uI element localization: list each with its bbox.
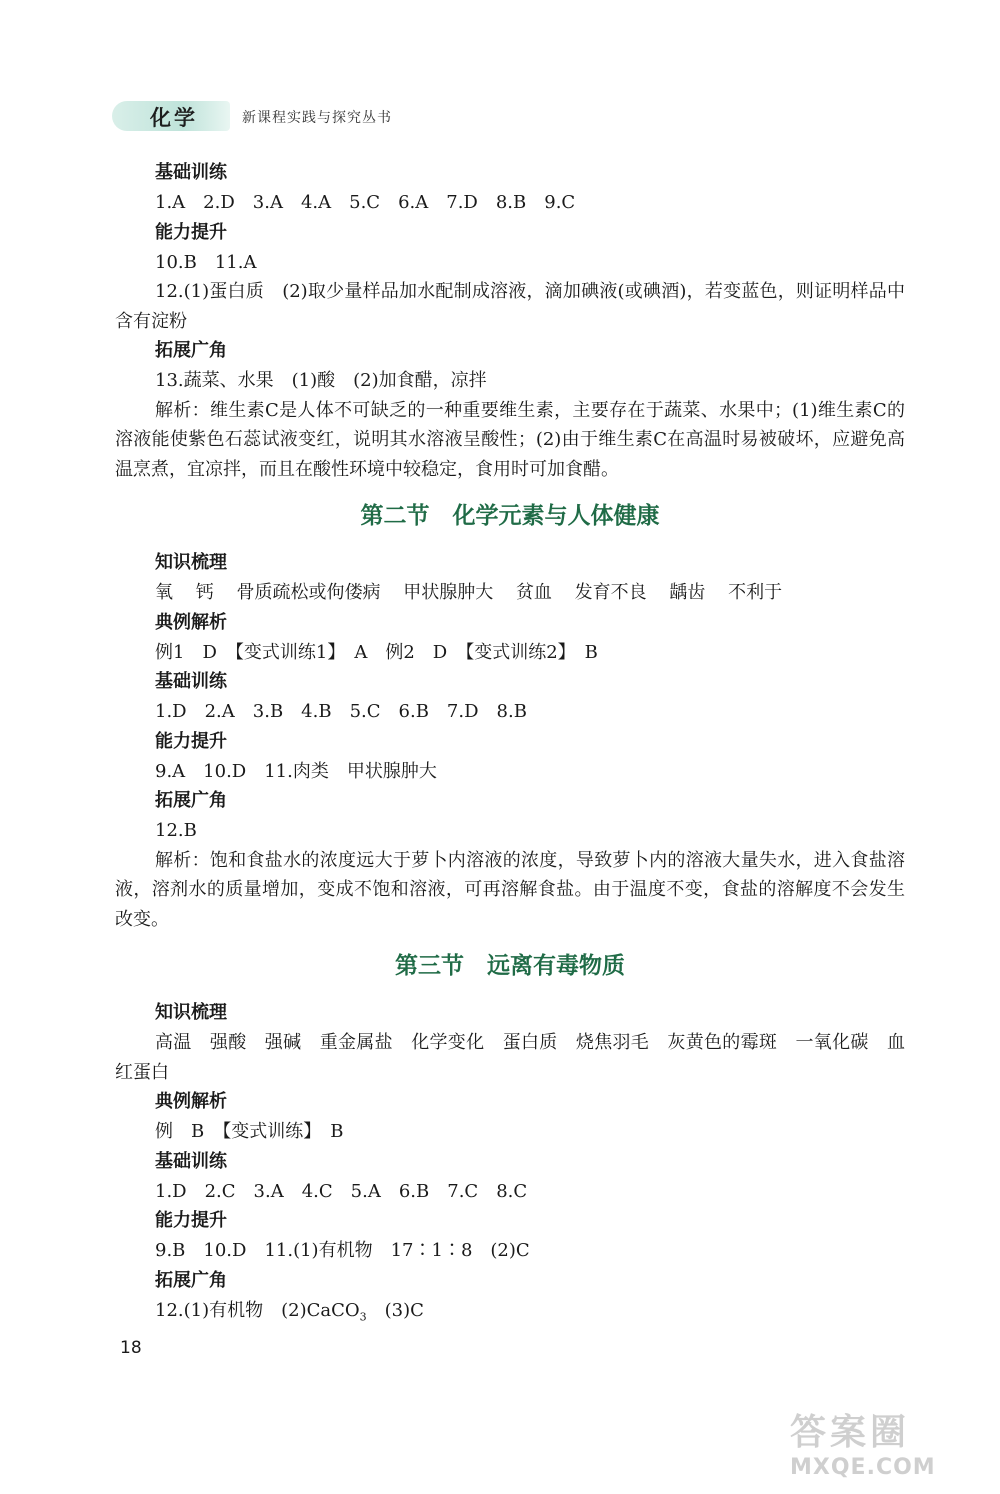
answer-q12 — [115, 1296, 905, 1332]
answer-q12-suffix: (3)C — [366, 1299, 424, 1321]
answers-nengli: 9.A 10.D 11.肉类 甲状腺肿大 — [155, 760, 437, 782]
heading-nengli: 能力提升 — [155, 730, 227, 752]
answers-jichu: 1.D 2.A 3.B 4.B 5.C 6.B 7.D 8.B — [155, 701, 527, 722]
knowledge-item: 钙 — [195, 582, 214, 603]
watermark-logo — [790, 1404, 980, 1484]
heading-nengli: 能力提升 — [155, 1210, 227, 1231]
answers-jichu: 1.A 2.D 3.A 4.A 5.C 6.A 7.D 8.B 9.C — [155, 192, 576, 213]
knowledge-item: 甲状腺肿大 — [403, 582, 494, 603]
knowledge-item: 龋齿 — [669, 582, 706, 603]
heading-tuozhan: 拓展广角 — [155, 790, 227, 811]
knowledge-item: 氧 — [155, 582, 173, 603]
series-title: 新课程实践与探究丛书 — [242, 110, 392, 126]
heading-zhishi: 知识梳理 — [155, 552, 227, 573]
watermark-top-text: 答案圈 — [790, 1412, 911, 1453]
heading-jichu: 基础训练 — [155, 1150, 227, 1172]
knowledge-text: 高温 强酸 强碱 重金属盐 化学变化 蛋白质 烧焦羽毛 灰黄色的霉斑 一氧化碳 血红蛋白 — [115, 1032, 905, 1083]
knowledge-item: 贫血 — [515, 582, 552, 603]
knowledge-item: 骨质疏松或佝偻病 — [236, 582, 381, 603]
page-number: 18 — [120, 1338, 142, 1358]
heading-jichu: 基础训练 — [155, 671, 227, 692]
heading-jichu: 基础训练 — [155, 162, 227, 183]
answers-nengli: 9.B 10.D 11.(1)有机物 17∶1∶8 (2)C — [155, 1240, 530, 1261]
answer-q12: 12.B — [155, 820, 197, 841]
heading-tuozhan: 拓展广角 — [155, 1269, 227, 1291]
heading-zhishi: 知识梳理 — [155, 1002, 227, 1023]
watermark-bottom-text: MXQE.COM — [790, 1455, 936, 1480]
book-header — [112, 99, 402, 135]
answers-jichu: 1.D 2.C 3.A 4.C 5.A 6.B 7.C 8.C — [155, 1180, 528, 1202]
section-title-2: 第二节 化学元素与人体健康 — [360, 503, 660, 529]
heading-dianli: 典例解析 — [155, 1091, 227, 1112]
heading-nengli: 能力提升 — [155, 221, 227, 243]
answers-dianli: 例1 D 【变式训练1】 A 例2 D 【变式训练2】 B — [155, 641, 598, 663]
answer-q12-prefix: 12.(1)有机物 (2)CaCO — [155, 1299, 360, 1321]
answer-q12: 12.(1)蛋白质 (2)取少量样品加水配制成溶液，滴加碘液(或碘酒)，若变蓝色，则证明样品中含有淀粉 — [115, 281, 905, 332]
knowledge-items — [115, 578, 905, 608]
answers-nengli: 10.B 11.A — [155, 251, 257, 273]
analysis-paragraph: 解析：维生素C是人体不可缺乏的一种重要维生素，主要存在于蔬菜、水果中；(1)维生素C的溶液能使紫色石蕊试液变红，说明其水溶液呈酸性；(2)由于维生素C在高温时易被破坏，应避免高温烹煮，宜凉拌，而且在酸性环境中较稳定，食用时可加食醋。 — [115, 399, 905, 480]
subject-label: 化学 — [150, 106, 198, 130]
analysis-paragraph: 解析：饱和食盐水的浓度远大于萝卜内溶液的浓度，导致萝卜内的溶液大量失水，进入食盐溶液，溶剂水的质量增加，变成不饱和溶液，可再溶解食盐。由于温度不变，食盐的溶解度不会发生改变。 — [115, 849, 905, 930]
knowledge-item: 不利于 — [728, 582, 783, 603]
answer-q13: 13.蔬菜、水果 (1)酸 (2)加食醋，凉拌 — [155, 370, 487, 391]
heading-tuozhan: 拓展广角 — [155, 340, 227, 361]
knowledge-item: 发育不良 — [574, 582, 647, 603]
page-content — [115, 158, 905, 1332]
answers-dianli: 例 B 【变式训练】 B — [155, 1121, 344, 1142]
section-title-3: 第三节 远离有毒物质 — [395, 953, 625, 979]
heading-dianli: 典例解析 — [155, 611, 227, 633]
answer-q12-subscript: 3 — [359, 1310, 367, 1324]
